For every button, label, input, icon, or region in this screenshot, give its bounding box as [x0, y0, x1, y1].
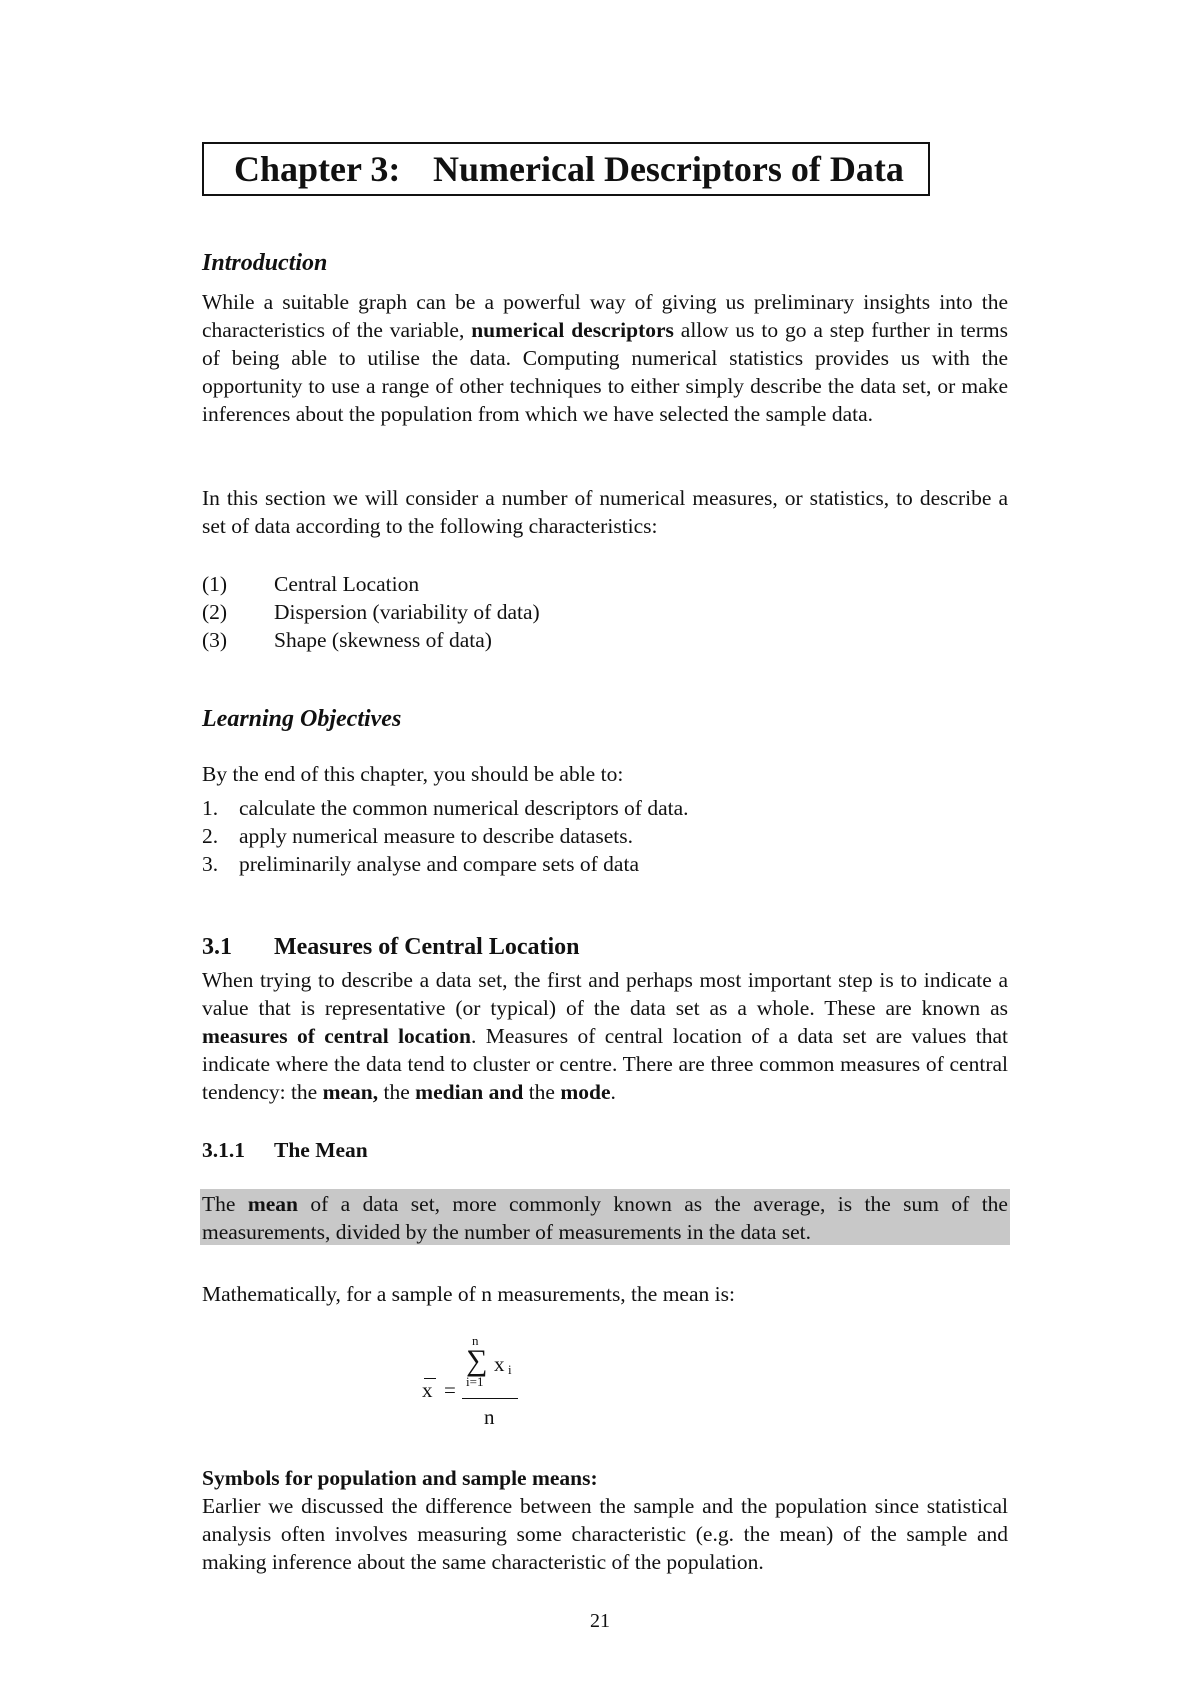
list-marker: 3.: [202, 852, 219, 876]
list-item: [202, 626, 540, 654]
section-3-1-heading: [202, 934, 580, 961]
section-3-1-1-heading: [202, 1138, 368, 1163]
list-item: [202, 822, 689, 850]
symbols-text: Earlier we discussed the difference between the sample and the population since statistical analysis often involves measuring some characteristic (e.g. the mean) of the sample and making inference about the same characteristic of the population.: [202, 1494, 1008, 1574]
section-title: The Mean: [274, 1138, 368, 1162]
text-run: of a data set, more commonly known as the average, is the sum of the measurements, divided by the number of measurements in the data set.: [202, 1192, 1008, 1244]
mean-definition: [202, 1190, 1008, 1246]
objectives-list: [202, 794, 689, 878]
text-run: The: [202, 1192, 248, 1216]
text-run: the: [523, 1080, 561, 1104]
bold-term: mean,: [322, 1080, 379, 1104]
page-number: 21: [590, 1610, 610, 1632]
objectives-intro-text: By the end of this chapter, you should be able to:: [202, 762, 624, 786]
chapter-title: Numerical Descriptors of Data: [433, 149, 904, 189]
math-intro-text: Mathematically, for a sample of n measurements, the mean is:: [202, 1282, 735, 1306]
formula-x-symbol: x: [422, 1378, 433, 1402]
list-item: [202, 850, 689, 878]
list-marker: (1): [202, 572, 228, 596]
bold-term: measures of central location: [202, 1024, 471, 1048]
introduction-paragraph-1: [202, 288, 1008, 428]
section-3-1-paragraph: [202, 966, 1008, 1106]
symbols-heading: Symbols for population and sample means:: [202, 1466, 598, 1490]
intro-text-b: allow us to go a step further in terms of being able to utilise the data. Computing numerical statistics provides us with the opportunity to use a range of other techniques to either simply describe the data set, or make inferences about the population from which we have selected the sample data.: [202, 318, 1008, 426]
section-title: Measures of Central Location: [274, 934, 580, 960]
summation-icon: ∑: [466, 1344, 488, 1377]
list-item: [202, 598, 540, 626]
list-item-text: Central Location: [274, 572, 420, 596]
formula-numerator-x: x: [494, 1352, 505, 1376]
introduction-heading: Introduction: [202, 250, 328, 276]
intro-paragraph-2-text: In this section we will consider a number of numerical measures, or statistics, to describe a set of data according to the following characteristics:: [202, 486, 1008, 538]
formula-upper-limit: n: [472, 1333, 479, 1348]
chapter-title-box: [202, 142, 930, 196]
overline: [424, 1378, 436, 1379]
objectives-intro: [202, 760, 1008, 788]
list-item: [202, 794, 689, 822]
section-number: 3.1.1: [202, 1138, 245, 1162]
math-intro: [202, 1280, 1008, 1308]
text-run: the: [378, 1080, 416, 1104]
list-item-text: apply numerical measure to describe datasets.: [239, 824, 634, 848]
introduction-paragraph-2: [202, 484, 1008, 540]
list-marker: (2): [202, 600, 228, 624]
bold-term: mean: [247, 1192, 298, 1216]
intro-text-a: While a suitable graph can be a powerful way of giving us preliminary insights into the characteristics of the variable,: [202, 290, 1008, 342]
symbols-block: [202, 1464, 1008, 1576]
learning-objectives-heading: Learning Objectives: [202, 706, 402, 732]
list-item-text: Shape (skewness of data): [274, 628, 492, 652]
characteristics-list: [202, 570, 540, 654]
text-run: When trying to describe a data set, the first and perhaps most important step is to indicate a value that is representative (or typical) of the data set as a whole. These are known as: [202, 968, 1008, 1020]
list-marker: (3): [202, 628, 228, 652]
formula-denominator: n: [484, 1405, 495, 1429]
formula-xbar: [422, 1378, 433, 1403]
formula-subscript: i: [508, 1362, 512, 1377]
bold-term: mode: [560, 1080, 611, 1104]
fraction-bar: [462, 1398, 518, 1399]
intro-bold-term: numerical descriptors: [471, 318, 674, 342]
formula-lower-limit: i=1: [466, 1374, 484, 1389]
list-marker: 1.: [202, 796, 219, 820]
bold-term: median and: [415, 1080, 524, 1104]
list-item-text: Dispersion (variability of data): [274, 600, 540, 624]
formula-equals: =: [444, 1378, 456, 1402]
text-run: .: [610, 1080, 616, 1104]
chapter-number: Chapter 3:: [234, 149, 401, 189]
list-item: [202, 570, 540, 598]
list-item-text: calculate the common numerical descriptors of data.: [239, 796, 689, 820]
list-marker: 2.: [202, 824, 219, 848]
text-run: . Measures of central location of a data set are values that indicate where the data tend to cluster or centre. There are three common measures of central tendency: the: [202, 1024, 1009, 1104]
section-number: 3.1: [202, 934, 232, 960]
list-item-text: preliminarily analyse and compare sets of data: [239, 852, 639, 876]
